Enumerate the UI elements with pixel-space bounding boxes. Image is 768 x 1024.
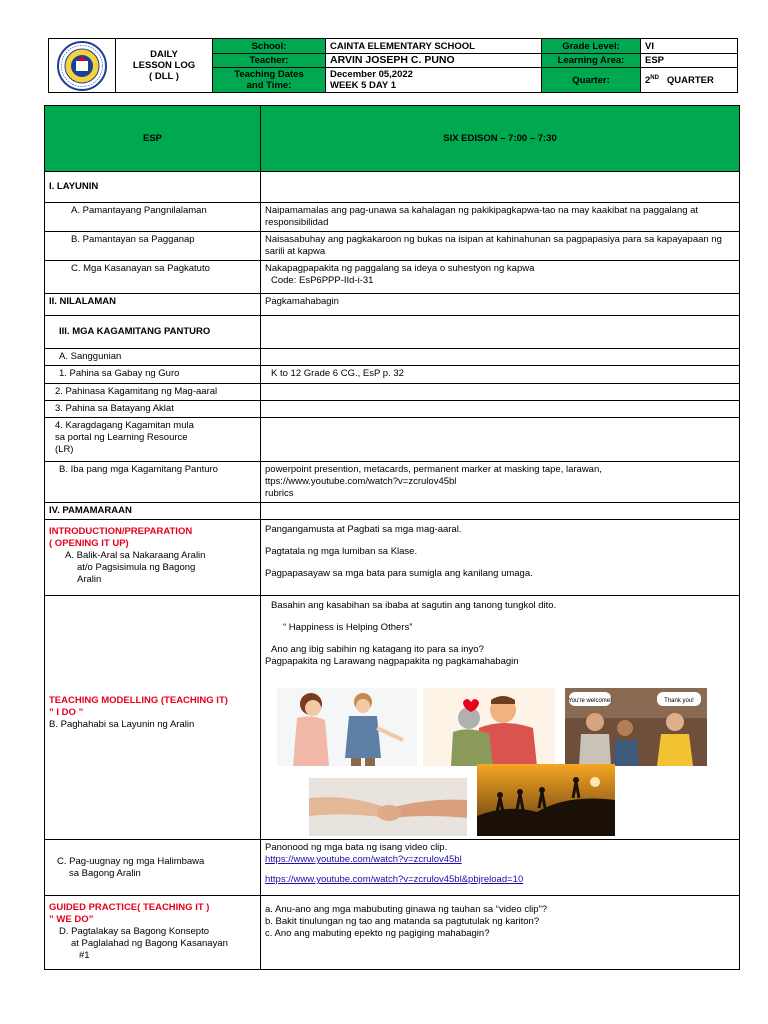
- quarter-label: Quarter:: [542, 68, 641, 93]
- helping-climb-photo: [477, 764, 615, 836]
- lesson-table: [44, 105, 740, 970]
- layunin-heading: I. LAYUNIN: [45, 172, 261, 203]
- dates-value: December 05,2022 WEEK 5 DAY 1: [326, 68, 542, 93]
- kasanayan-value: Nakapagpapakita ng paggalang sa ideya o suhestyon ng kapwa Code: EsP6PPP-IId-i-31: [261, 261, 740, 294]
- holding-hands-photo: [309, 778, 467, 836]
- pag-uugnay-label: C. Pag-uugnay ng mga Halimbawa sa Bagong Aralin: [45, 840, 261, 896]
- batayang-aklat-value: [261, 401, 740, 418]
- guided-practice-value: a. Anu-ano ang mga mabubuting ginawa ng tauhan sa “video clip”? b. Bakit tinulungan ng tao ang matanda sa pagtutulak ng kariton? c. Ano ang mabuting epekto ng pagiging mahabagin?: [261, 896, 740, 970]
- school-label: School:: [213, 39, 326, 54]
- grade-value: VI: [641, 39, 738, 54]
- pag-uugnay-value: Panonood ng mga bata ng isang video clip. https://www.youtube.com/watch?v=zcrulov45bl https://www.youtube.com/watch?v=zcrulov45bl&pbjreload=10: [261, 840, 740, 896]
- intro-value: Pangangamusta at Pagbati sa mga mag-aaral. Pagtatala ng mga lumiban sa Klase. Pagpapasayaw sa mga bata para sumigla ang kanilang umaga.: [261, 520, 740, 596]
- school-value: CAINTA ELEMENTARY SCHOOL: [326, 39, 542, 54]
- bubble-thank-you: Thank you!: [664, 698, 694, 704]
- quarter-value: 2ND QUARTER: [641, 68, 738, 93]
- kasanayan-label: C. Mga Kasanayan sa Pagkatuto: [45, 261, 261, 294]
- gabay-value: K to 12 Grade 6 CG., EsP p. 32: [261, 366, 740, 384]
- gabay-label: 1. Pahina sa Gabay ng Guro: [45, 366, 261, 384]
- video-link-1[interactable]: https://www.youtube.com/watch?v=zcrulov45bl: [265, 854, 462, 865]
- batayang-aklat-label: 3. Pahina sa Batayang Aklat: [45, 401, 261, 418]
- comfort-illustration: [277, 688, 417, 766]
- modelling-label: TEACHING MODELLING (TEACHING IT) ” I DO ” B. Paghahabi sa Layunin ng Aralin: [45, 596, 261, 840]
- intro-label: INTRODUCTION/PREPARATION ( OPENING IT UP) A. Balik-Aral sa Nakaraang Aralin at/o Pagsisimula ng Bagong Aralin: [45, 520, 261, 596]
- pamamaraan-heading: IV. PAMAMARAAN: [45, 503, 261, 520]
- dates-label: Teaching Dates and Time:: [213, 68, 326, 93]
- teacher-label: Teacher:: [213, 54, 326, 68]
- iba-pang-label: B. Iba pang mga Kagamitang Panturo: [45, 462, 261, 503]
- kagamitang-mag-aaral-value: [261, 384, 740, 401]
- pamamaraan-value: [261, 503, 740, 520]
- sanggunian-value: [261, 349, 740, 366]
- deped-seal-icon: [57, 41, 107, 91]
- pagganap-value: Naisasabuhay ang pagkakaroon ng bukas na isipan at kahinahunan sa pagpapasiya para sa kapayapaan ng sarili at kapwa: [261, 232, 740, 261]
- hug-illustration: [423, 688, 555, 766]
- pagganap-label: B. Pamantayan sa Pagganap: [45, 232, 261, 261]
- kagamitang-mag-aaral-label: 2. Pahinasa Kagamitang ng Mag-aaral: [45, 384, 261, 401]
- thank-you-illustration: [565, 688, 707, 766]
- karagdagang-value: [261, 418, 740, 462]
- header-table: [48, 38, 738, 92]
- video-link-2[interactable]: https://www.youtube.com/watch?v=zcrulov45bl&pbjreload=10: [265, 874, 524, 885]
- subject-header: ESP: [45, 106, 261, 172]
- sanggunian-label: A. Sanggunian: [45, 349, 261, 366]
- iba-pang-value: powerpoint presention, metacards, permanent marker at masking tape, larawan, ttps://www.youtube.com/watch?v=zcrulov45bl rubrics: [261, 462, 740, 503]
- layunin-value: [261, 172, 740, 203]
- guided-practice-label: GUIDED PRACTICE( TEACHING IT ) ” WE DO” D. Pagtalakay sa Bagong Konsepto at Paglalahad ng Bagong Kasanayan #1: [45, 896, 261, 970]
- bubble-youre-welcome: You're welcome!: [568, 698, 612, 704]
- deped-seal: [49, 39, 116, 93]
- kagamitan-value: [261, 316, 740, 349]
- area-value: ESP: [641, 54, 738, 68]
- teacher-value: ARVIN JOSEPH C. PUNO: [326, 54, 542, 68]
- modelling-value: Basahin ang kasabihan sa ibaba at sagutin ang tanong tungkol dito. “ Happiness is Helping Others” Ano ang ibig sabihin ng katagang ito para sa inyo? Pagpapakita ng Larawang nagpapakita ng pagkamahabagin You're welcome! Thank you!: [261, 596, 740, 840]
- pamantayang-value: Naipamamalas ang pag-unawa sa kahalagan ng pakikipagkapwa-tao na may kaakibat na paggalang at responsibilidad: [261, 203, 740, 232]
- pamantayang-label: A. Pamantayang Pangnilalaman: [45, 203, 261, 232]
- grade-label: Grade Level:: [542, 39, 641, 54]
- section-header: SIX EDISON – 7:00 – 7:30: [261, 106, 740, 172]
- karagdagang-label: 4. Karagdagang Kagamitan mula sa portal ng Learning Resource (LR): [45, 418, 261, 462]
- nilalaman-value: Pagkamahabagin: [261, 294, 740, 316]
- dll-title: DAILY LESSON LOG ( DLL ): [116, 39, 213, 93]
- kagamitan-heading: III. MGA KAGAMITANG PANTURO: [45, 316, 261, 349]
- area-label: Learning Area:: [542, 54, 641, 68]
- nilalaman-heading: II. NILALAMAN: [45, 294, 261, 316]
